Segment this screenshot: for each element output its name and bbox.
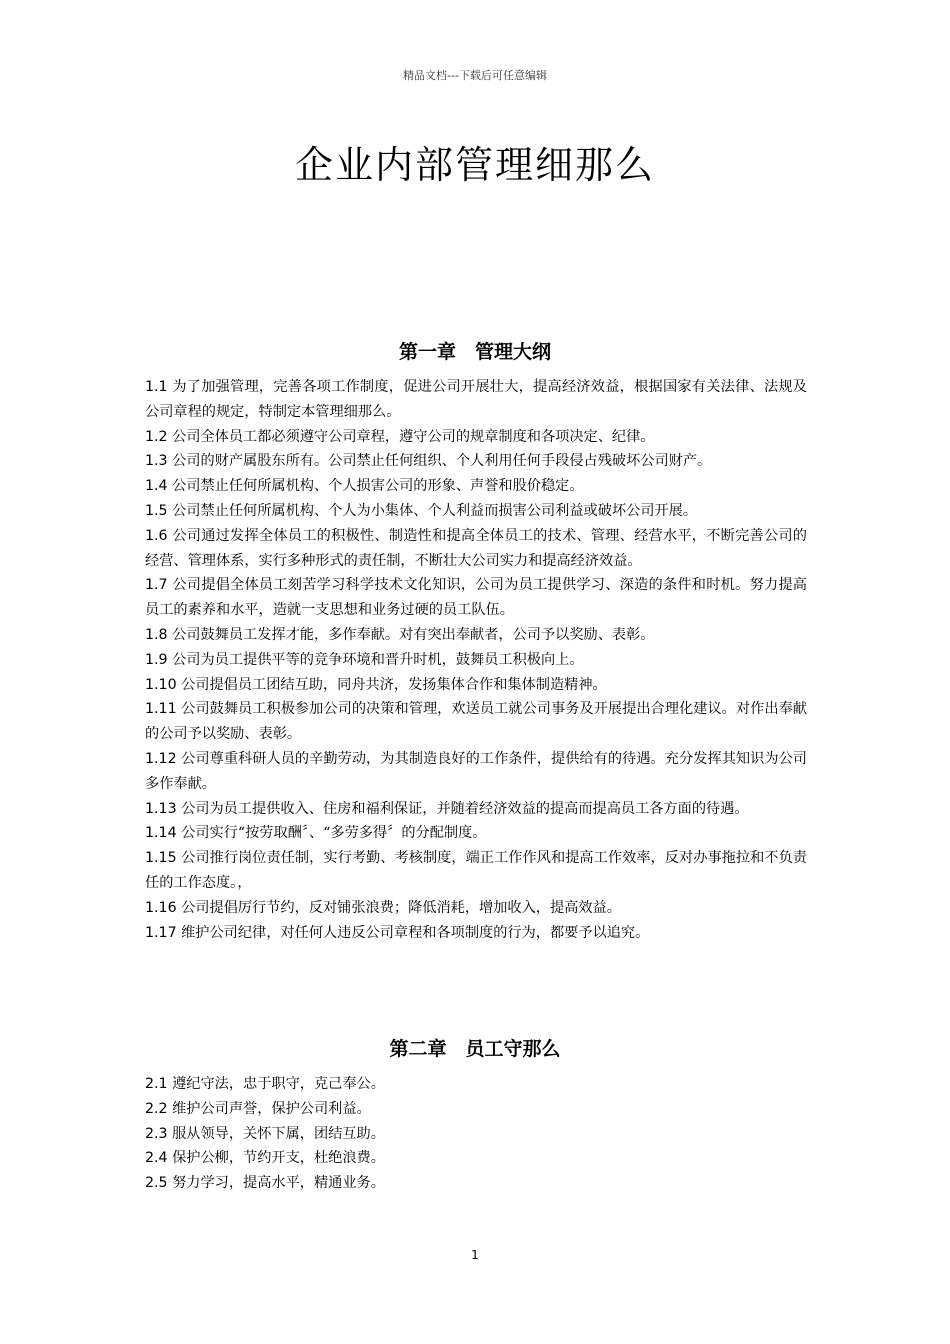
chapter-2-body [145,1072,807,1196]
clause-item [145,673,807,698]
clause-number: 2.4 [145,1150,168,1167]
clause-item [145,524,807,574]
clause-number: 1.4 [145,478,168,495]
clause-text: 公司禁止任何所属机构、个人损害公司的形象、声誉和股价稳定。 [172,478,584,495]
clause-number: 2.3 [145,1125,168,1142]
clause-number: 1.11 [145,701,177,718]
clause-number: 1.15 [145,850,177,867]
clause-text: 公司鼓舞员工发挥才能，多作奉献。对有突出奉献者，公司予以奖励、表彰。 [172,626,655,643]
clause-number: 1.10 [145,676,177,693]
clause-item [145,1097,807,1122]
clause-item [145,573,807,623]
clause-number: 1.17 [145,924,177,941]
clause-number: 1.16 [145,899,177,916]
clause-number: 1.7 [145,577,168,594]
clause-text: 公司提倡员工团结互助，同舟共济，发扬集体合作和集体制造精神。 [181,676,607,693]
clause-text: 公司提倡全体员工刻苦学习科学技术文化知识，公司为员工提供学习、深造的条件和时机。努力提高员工的素养和水平，造就一支思想和业务过硬的员工队伍。 [145,577,807,619]
clause-item [145,1122,807,1147]
clause-number: 2.1 [145,1076,168,1092]
clause-item [145,846,807,896]
clause-text: 努力学习，提高水平，精通业务。 [172,1175,385,1192]
clause-text: 公司禁止任何所属机构、个人为小集体、个人利益而损害公司利益或破坏公司开展。 [172,502,698,519]
clause-number: 1.13 [145,800,177,817]
clause-text: 公司通过发挥全体员工的积极性、制造性和提高全体员工的技术、管理、经营水平，不断完善公司的经营、管理体系，实行多种形式的责任制，不断壮大公司实力和提高经济效益。 [145,527,807,569]
clause-item [145,747,807,797]
clause-number: 1.2 [145,428,168,445]
page-header: 精品文档---下载后可任意编辑 [403,69,547,82]
clause-text: 为了加强管理，完善各项工作制度，促进公司开展壮大，提高经济效益，根据国家有关法律、法规及公司章程的规定，特制定本管理细那么。 [145,379,807,420]
clause-text: 公司提倡厉行节约，反对铺张浪费；降低消耗，增加收入，提高效益。 [181,899,621,916]
clause-item [145,449,807,474]
page-number: 1 [471,1248,479,1262]
clause-number: 1.3 [145,453,168,470]
clause-item [145,921,807,946]
clause-number: 1.1 [145,379,168,395]
clause-number: 1.8 [145,626,168,643]
chapter-1-body [145,375,807,945]
clause-item [145,648,807,673]
clause-number: 2.2 [145,1100,168,1117]
clause-text: 公司全体员工都必须遵守公司章程，遵守公司的规章制度和各项决定、纪律。 [172,428,655,445]
chapter-1-heading: 第一章 管理大纲 [398,341,551,363]
clause-text: 公司尊重科研人员的辛勤劳动，为其制造良好的工作条件，提供给有的待遇。充分发挥其知识为公司多作奉献。 [145,750,807,792]
clause-item [145,1072,807,1097]
chapter-2-heading: 第二章 员工守那么 [389,1038,561,1060]
clause-text: 公司实行“按劳取酬〞、“多劳多得〞的分配制度。 [181,825,487,842]
clause-text: 服从领导，关怀下属，团结互助。 [172,1125,385,1142]
clause-item [145,623,807,648]
clause-number: 2.5 [145,1175,168,1192]
document-title: 企业内部管理细那么 [294,143,655,187]
clause-item [145,375,807,425]
clause-text: 公司为员工提供收入、住房和福利保证，并随着经济效益的提高而提高员工各方面的待遇。 [181,800,749,817]
clause-number: 1.12 [145,750,177,767]
clause-text: 公司推行岗位责任制，实行考勤、考核制度，端正工作作风和提高工作效率，反对办事拖拉和不负责任的工作态度。， [145,850,807,891]
clause-item [145,474,807,499]
clause-item [145,896,807,921]
clause-item [145,1171,807,1196]
clause-text: 维护公司声誉，保护公司利益。 [172,1100,371,1117]
clause-item [145,697,807,747]
clause-text: 公司为员工提供平等的竞争环境和晋升时机，鼓舞员工积极向上。 [172,651,584,668]
clause-text: 公司鼓舞员工积极参加公司的决策和管理，欢送员工就公司事务及开展提出合理化建议。对作出奉献的公司予以奖励、表彰。 [145,701,807,743]
clause-number: 1.9 [145,651,168,668]
clause-number: 1.14 [145,825,177,842]
clause-number: 1.6 [145,527,168,544]
clause-item [145,499,807,524]
clause-text: 维护公司纪律，对任何人违反公司章程和各项制度的行为，都要予以追究。 [181,924,650,941]
clause-number: 1.5 [145,502,168,519]
clause-item [145,425,807,450]
clause-item [145,797,807,822]
clause-text: 保护公柳，节约开支，杜绝浪费。 [172,1150,385,1167]
clause-text: 公司的财产属股东所有。公司禁止任何组织、个人利用任何手段侵占残破坏公司财产。 [172,453,712,470]
clause-text: 遵纪守法，忠于职守，克己奉公。 [172,1076,385,1092]
clause-item [145,1146,807,1171]
clause-item [145,821,807,846]
